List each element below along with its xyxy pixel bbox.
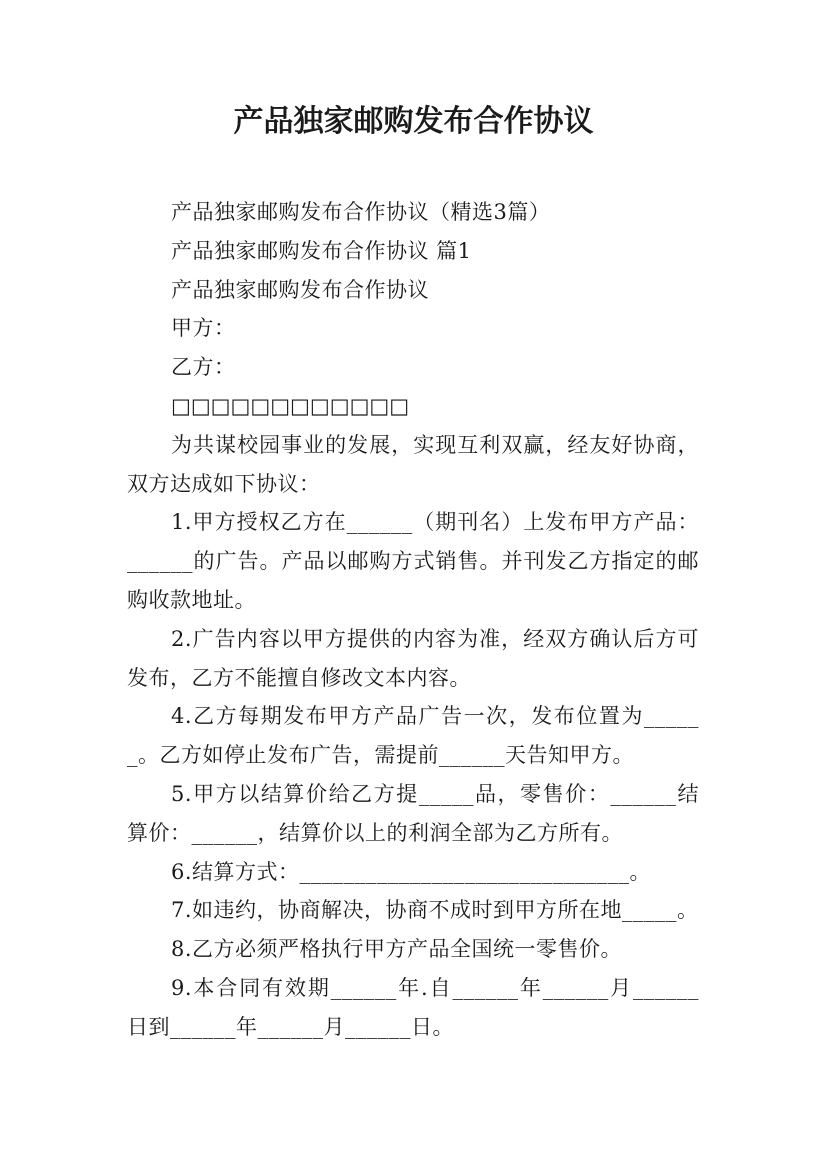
agreement-name: 产品独家邮购发布合作协议 [171,277,429,302]
section-heading: 产品独家邮购发布合作协议 篇1 [171,238,472,263]
clause-4: 4.乙方每期发布甲方产品广告一次，发布位置为______。乙方如停止发布广告，需提前______天告知甲方。 [127,704,699,768]
clause-7: 7.如违约，协商解决，协商不成时到甲方所在地_____。 [171,898,699,923]
preamble-paragraph: 为共谋校园事业的发展，实现互利双赢，经友好协商，双方达成如下协议： [127,432,699,496]
clause-9: 9.本合同有效期______年.自______年______月______日到______年______月______日。 [127,975,699,1039]
clause-8: 8.乙方必须严格执行甲方产品全国统一零售价。 [171,937,623,962]
clause-6: 6.结算方式：______________________________。 [171,859,652,884]
subtitle-selection: 产品独家邮购发布合作协议（精选3篇） [171,200,551,224]
clause-1: 1.甲方授权乙方在______（期刊名）上发布甲方产品：______的广告。产品以邮购方式销售。并刊发乙方指定的邮购收款地址。 [127,510,699,612]
party-a-line: 甲方： [171,316,236,341]
party-b-line: 乙方： [171,355,236,380]
clause-2: 2.广告内容以甲方提供的内容为准，经双方确认后方可发布，乙方不能擅自修改文本内容。 [127,626,699,690]
clause-5: 5.甲方以结算价给乙方提_____品，零售价：______结算价：______，结算价以上的利润全部为乙方所有。 [127,781,699,845]
document-body [127,193,699,1047]
placeholder-boxes: □□□□□□□□□□□□ [171,393,410,418]
document-title: 产品独家邮购发布合作协议 [233,104,594,139]
